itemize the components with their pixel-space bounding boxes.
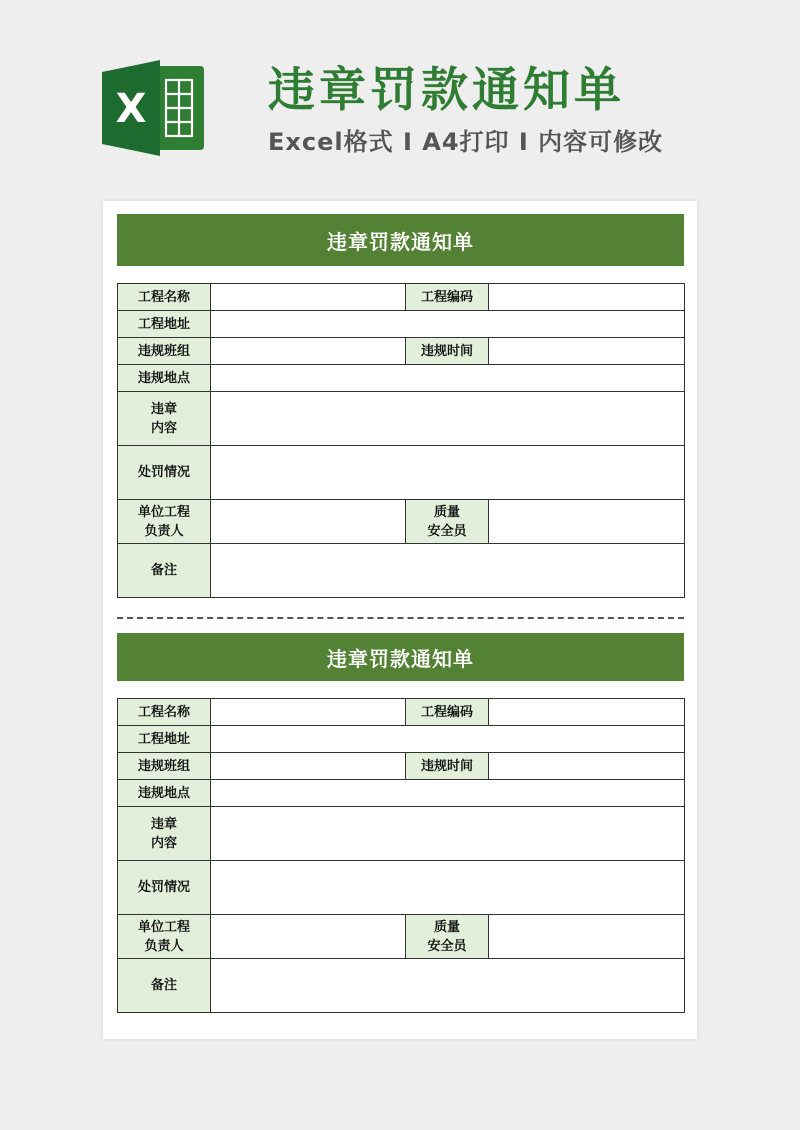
field-safety-officer[interactable] — [489, 500, 685, 544]
label-project-name: 工程名称 — [118, 699, 211, 726]
form-table — [117, 283, 685, 598]
label-violation-team: 违规班组 — [118, 753, 211, 780]
row-responsible — [118, 915, 685, 959]
label-violation-time: 违规时间 — [406, 753, 489, 780]
field-remarks[interactable] — [211, 959, 685, 1013]
field-violation-content[interactable] — [211, 392, 685, 446]
field-remarks[interactable] — [211, 544, 685, 598]
field-penalty[interactable] — [211, 446, 685, 500]
label-penalty: 处罚情况 — [118, 446, 211, 500]
row-project-address — [118, 311, 685, 338]
label-line: 安全员 — [427, 523, 467, 539]
label-line: 负责人 — [144, 523, 184, 539]
field-violation-time[interactable] — [489, 753, 685, 780]
field-project-address[interactable] — [211, 311, 685, 338]
field-violation-place[interactable] — [211, 780, 685, 807]
violation-form-1 — [117, 214, 684, 598]
field-unit-leader[interactable] — [211, 500, 406, 544]
label-project-code: 工程编码 — [406, 284, 489, 311]
row-project-name — [118, 284, 685, 311]
label-line: 内容 — [150, 420, 177, 436]
label-project-name: 工程名称 — [118, 284, 211, 311]
label-line: 违章 — [150, 816, 177, 832]
label-violation-team: 违规班组 — [118, 338, 211, 365]
form-banner: 违章罚款通知单 — [117, 633, 684, 681]
row-project-address — [118, 726, 685, 753]
label-unit-leader — [118, 915, 211, 959]
label-violation-time: 违规时间 — [406, 338, 489, 365]
row-violation-team — [118, 753, 685, 780]
label-violation-place: 违规地点 — [118, 365, 211, 392]
page-header — [0, 0, 800, 200]
page-title: 违章罚款通知单 — [268, 63, 625, 118]
row-violation-content — [118, 392, 685, 446]
field-violation-content[interactable] — [211, 807, 685, 861]
label-violation-place: 违规地点 — [118, 780, 211, 807]
label-line: 质量 — [433, 919, 460, 935]
label-safety-officer — [406, 915, 489, 959]
document-sheet — [103, 201, 697, 1039]
label-project-address: 工程地址 — [118, 726, 211, 753]
row-remarks — [118, 959, 685, 1013]
label-project-address: 工程地址 — [118, 311, 211, 338]
label-line: 质量 — [433, 504, 460, 520]
label-remarks: 备注 — [118, 544, 211, 598]
label-project-code: 工程编码 — [406, 699, 489, 726]
field-project-name[interactable] — [211, 699, 406, 726]
label-violation-content — [118, 807, 211, 861]
label-line: 负责人 — [144, 938, 184, 954]
label-penalty: 处罚情况 — [118, 861, 211, 915]
field-violation-team[interactable] — [211, 338, 406, 365]
row-violation-place — [118, 780, 685, 807]
label-violation-content — [118, 392, 211, 446]
excel-logo-icon — [100, 58, 206, 158]
field-project-code[interactable] — [489, 699, 685, 726]
label-line: 单位工程 — [137, 919, 190, 935]
form-banner: 违章罚款通知单 — [117, 214, 684, 266]
row-violation-content — [118, 807, 685, 861]
row-penalty — [118, 446, 685, 500]
field-violation-time[interactable] — [489, 338, 685, 365]
label-line: 单位工程 — [137, 504, 190, 520]
label-line: 安全员 — [427, 938, 467, 954]
row-project-name — [118, 699, 685, 726]
label-unit-leader — [118, 500, 211, 544]
row-violation-place — [118, 365, 685, 392]
label-safety-officer — [406, 500, 489, 544]
row-remarks — [118, 544, 685, 598]
row-penalty — [118, 861, 685, 915]
label-line: 内容 — [150, 835, 177, 851]
violation-form-2 — [117, 633, 684, 1013]
field-safety-officer[interactable] — [489, 915, 685, 959]
field-unit-leader[interactable] — [211, 915, 406, 959]
field-penalty[interactable] — [211, 861, 685, 915]
row-violation-team — [118, 338, 685, 365]
field-project-code[interactable] — [489, 284, 685, 311]
logo-letter: X — [115, 86, 147, 132]
field-project-name[interactable] — [211, 284, 406, 311]
field-project-address[interactable] — [211, 726, 685, 753]
form-table — [117, 698, 685, 1013]
field-violation-team[interactable] — [211, 753, 406, 780]
cut-line-divider — [117, 617, 684, 619]
row-responsible — [118, 500, 685, 544]
label-line: 违章 — [150, 401, 177, 417]
field-violation-place[interactable] — [211, 365, 685, 392]
label-remarks: 备注 — [118, 959, 211, 1013]
page-subtitle: Excel格式 I A4打印 I 内容可修改 — [268, 128, 664, 156]
